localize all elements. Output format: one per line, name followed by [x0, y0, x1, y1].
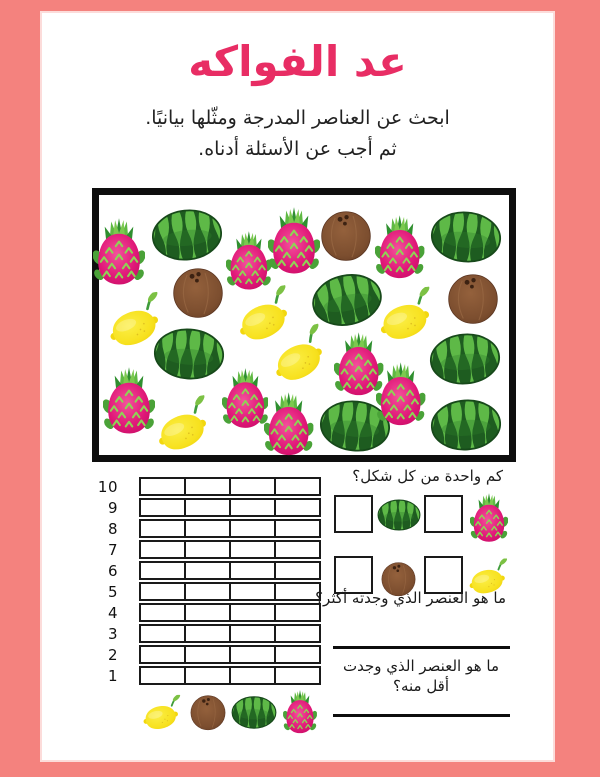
field-dragonfruit — [264, 392, 313, 457]
field-dragonfruit — [268, 207, 320, 275]
chart-cell-dragonfruit-9[interactable] — [274, 498, 321, 517]
chart-cell-dragonfruit-8[interactable] — [274, 519, 321, 538]
field-watermelon — [151, 326, 226, 383]
field-watermelon — [427, 330, 503, 388]
instructions — [42, 103, 553, 165]
answer-box-watermelon[interactable] — [334, 495, 373, 533]
coconut-icon — [189, 693, 227, 731]
chart-row — [62, 519, 321, 538]
field-dragonfruit — [375, 215, 424, 280]
chart-cell-lemon-4[interactable] — [139, 603, 186, 622]
chart-cell-coconut-1[interactable] — [184, 666, 231, 685]
chart-row — [62, 477, 321, 496]
chart-cell-coconut-8[interactable] — [184, 519, 231, 538]
chart-cell-watermelon-10[interactable] — [229, 477, 276, 496]
dragonfruit-icon — [93, 218, 145, 286]
chart-cell-watermelon-4[interactable] — [229, 603, 276, 622]
field-dragonfruit — [226, 231, 272, 291]
chart-cell-watermelon-9[interactable] — [229, 498, 276, 517]
chart-row — [62, 498, 321, 517]
chart-row-label: 1 — [107, 666, 118, 685]
count-fruit-watermelon — [375, 499, 422, 531]
chart-cell-dragonfruit-10[interactable] — [274, 477, 321, 496]
dragonfruit-icon — [470, 493, 508, 543]
dragonfruit-icon — [283, 690, 317, 734]
chart-cell-lemon-2[interactable] — [139, 645, 186, 664]
chart-row-label: 9 — [107, 498, 118, 517]
field-dragonfruit — [222, 368, 269, 429]
field-watermelon — [428, 397, 503, 454]
question-count-each: كم واحدة من كل شكل؟ — [352, 467, 503, 485]
chart-cell-watermelon-2[interactable] — [229, 645, 276, 664]
column-icon-slot — [231, 685, 277, 739]
lemon-icon — [146, 393, 220, 455]
chart-cell-dragonfruit-1[interactable] — [274, 666, 321, 685]
counting-chart-grid — [62, 477, 321, 687]
chart-cell-lemon-1[interactable] — [139, 666, 186, 685]
chart-row-label: 6 — [107, 561, 118, 580]
chart-cell-dragonfruit-3[interactable] — [274, 624, 321, 643]
dragonfruit-icon — [222, 368, 269, 429]
lemon-icon — [139, 694, 185, 731]
chart-cell-dragonfruit-2[interactable] — [274, 645, 321, 664]
answer-box-dragonfruit[interactable] — [424, 495, 463, 533]
watermelon-icon — [148, 205, 225, 264]
answer-line-least[interactable] — [333, 714, 510, 717]
chart-cell-coconut-2[interactable] — [184, 645, 231, 664]
chart-cell-watermelon-6[interactable] — [229, 561, 276, 580]
dragonfruit-icon — [375, 215, 424, 280]
chart-cell-lemon-3[interactable] — [139, 624, 186, 643]
dragonfruit-icon — [376, 362, 425, 427]
field-dragonfruit — [376, 362, 425, 427]
worksheet-page — [40, 11, 555, 762]
chart-row — [62, 540, 321, 559]
dragonfruit-icon — [268, 207, 320, 275]
dragonfruit-icon — [103, 367, 155, 435]
question-most: ما هو العنصر الذي وجدته أكثر؟ — [315, 589, 506, 607]
chart-cell-coconut-6[interactable] — [184, 561, 231, 580]
chart-cell-coconut-4[interactable] — [184, 603, 231, 622]
field-coconut — [446, 271, 500, 325]
column-icon-slot — [185, 685, 231, 739]
watermelon-icon — [427, 330, 503, 388]
chart-cell-coconut-7[interactable] — [184, 540, 231, 559]
question-least: ما هو العنصر الذي وجدت أقل منه؟ — [343, 657, 499, 695]
chart-cell-lemon-6[interactable] — [139, 561, 186, 580]
column-icon-slot — [139, 685, 185, 739]
chart-row — [62, 561, 321, 580]
chart-row-label: 7 — [107, 540, 118, 559]
chart-row — [62, 582, 321, 601]
instruction-line-1: ابحث عن العناصر المدرجة ومثّلها بيانيًا. — [145, 107, 450, 129]
watermelon-icon — [151, 326, 226, 383]
chart-row — [62, 666, 321, 685]
page-title: عد الفواكه — [188, 37, 407, 86]
chart-cell-coconut-9[interactable] — [184, 498, 231, 517]
fruit-field-box — [92, 188, 516, 462]
field-dragonfruit — [93, 218, 145, 286]
chart-row-label: 5 — [107, 582, 118, 601]
chart-cell-watermelon-3[interactable] — [229, 624, 276, 643]
chart-row-label: 4 — [107, 603, 118, 622]
coconut-icon — [446, 271, 500, 325]
chart-cell-lemon-10[interactable] — [139, 477, 186, 496]
field-lemon — [146, 393, 220, 455]
chart-cell-dragonfruit-6[interactable] — [274, 561, 321, 580]
coconut-icon — [319, 208, 373, 262]
watermelon-icon — [231, 695, 277, 730]
chart-cell-dragonfruit-5[interactable] — [274, 582, 321, 601]
chart-cell-lemon-5[interactable] — [139, 582, 186, 601]
coconut-icon — [171, 265, 225, 319]
chart-cell-watermelon-1[interactable] — [229, 666, 276, 685]
chart-row-label: 3 — [107, 624, 118, 643]
watermelon-icon — [428, 208, 504, 266]
chart-cell-watermelon-5[interactable] — [229, 582, 276, 601]
field-dragonfruit — [103, 367, 155, 435]
chart-row — [62, 624, 321, 643]
field-coconut — [319, 208, 373, 262]
chart-cell-coconut-3[interactable] — [184, 624, 231, 643]
field-watermelon — [428, 208, 504, 266]
count-fruit-dragonfruit — [465, 493, 512, 543]
chart-cell-coconut-10[interactable] — [184, 477, 231, 496]
chart-column-icons — [139, 685, 323, 739]
column-icon-slot — [277, 685, 323, 739]
field-watermelon — [148, 205, 225, 264]
watermelon-icon — [377, 499, 421, 531]
chart-cell-dragonfruit-7[interactable] — [274, 540, 321, 559]
chart-cell-lemon-8[interactable] — [139, 519, 186, 538]
chart-row-label: 2 — [107, 645, 118, 664]
chart-cell-dragonfruit-4[interactable] — [274, 603, 321, 622]
count-row — [334, 495, 514, 545]
chart-row-label: 10 — [97, 477, 118, 496]
chart-row — [62, 603, 321, 622]
instruction-line-2: ثم أجب عن الأسئلة أدناه. — [198, 138, 397, 160]
watermelon-icon — [428, 397, 503, 454]
dragonfruit-icon — [264, 392, 313, 457]
chart-cell-coconut-5[interactable] — [184, 582, 231, 601]
chart-row — [62, 645, 321, 664]
chart-row-label: 8 — [107, 519, 118, 538]
chart-cell-lemon-9[interactable] — [139, 498, 186, 517]
answer-line-most[interactable] — [333, 646, 510, 649]
chart-cell-watermelon-7[interactable] — [229, 540, 276, 559]
chart-cell-lemon-7[interactable] — [139, 540, 186, 559]
chart-cell-watermelon-8[interactable] — [229, 519, 276, 538]
field-coconut — [171, 265, 225, 319]
dragonfruit-icon — [226, 231, 272, 291]
